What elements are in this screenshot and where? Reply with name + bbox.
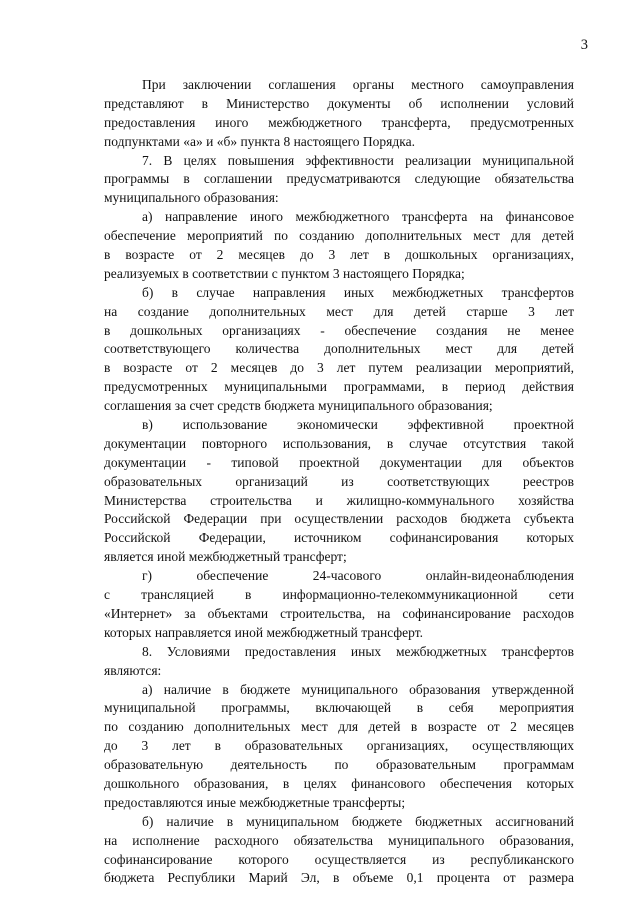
text-line: предусмотренных муниципальными программами, в период действия: [104, 379, 574, 395]
text-line: с трансляцией в информационно-телекоммуникационной сети: [104, 587, 574, 603]
page-number: 3: [580, 37, 588, 53]
text-line: соответствующего количества дополнительных мест для детей: [104, 341, 574, 357]
text-line: б) наличие в муниципальном бюджете бюджетных ассигнований: [142, 813, 574, 829]
text-line: муниципальной программы, включающей в себя мероприятия: [104, 700, 574, 716]
text-line: по созданию дополнительных мест для детей в возрасте от 2 месяцев: [104, 719, 574, 735]
text-line: Министерства строительства и жилищно-коммунального хозяйства: [104, 492, 574, 508]
text-line: на создание дополнительных мест для детей старше 3 лет: [104, 303, 574, 319]
text-line: б) в случае направления иных межбюджетных трансфертов: [142, 284, 574, 300]
text-line: в возрасте от 2 месяцев до 3 лет в дошкольных организациях,: [104, 247, 574, 263]
text-line: реализуемых в соответствии с пунктом 3 настоящего Порядка;: [104, 265, 465, 281]
text-line: программы в соглашении предусматриваются следующие обязательства: [104, 171, 574, 187]
text-line: 7. В целях повышения эффективности реализации муниципальной: [142, 152, 574, 168]
paragraph-item-8b: [104, 813, 574, 889]
text-line: в) использование экономически эффективной проектной: [142, 417, 574, 433]
paragraph-item-7b: [104, 284, 574, 416]
text-line: в дошкольных организациях - обеспечение создания не менее: [104, 322, 574, 338]
paragraph-item-7v: [104, 416, 574, 567]
text-line: 8. Условиями предоставления иных межбюджетных трансфертов: [142, 643, 574, 659]
document-body: [104, 76, 574, 888]
text-line: образовательных организаций из соответствующих реестров: [104, 473, 574, 489]
paragraph-item-8a: [104, 681, 574, 813]
text-line: а) наличие в бюджете муниципального образования утвержденной: [142, 681, 574, 697]
text-line: является иной межбюджетный трансферт;: [104, 549, 347, 565]
text-line: софинансирование которого осуществляется из республиканского: [104, 851, 574, 867]
text-line: документации повторного использования, в случае отсутствия такой: [104, 435, 574, 451]
text-line: «Интернет» за объектами строительства, на софинансирование расходов: [104, 605, 574, 621]
text-line: Российской Федерации, источником софинансирования которых: [104, 530, 574, 546]
text-line: г) обеспечение 24-часового онлайн-видеонаблюдения: [142, 568, 574, 584]
text-line: до 3 лет в образовательных организациях, осуществляющих: [104, 738, 574, 754]
text-line: образовательную деятельность по образовательным программам: [104, 757, 574, 773]
text-line: соглашения за счет средств бюджета муниципального образования;: [104, 398, 493, 414]
text-line: подпунктами «а» и «б» пункта 8 настоящего Порядка.: [104, 133, 415, 149]
text-line: представляют в Министерство документы об исполнении условий: [104, 95, 574, 111]
text-line: на исполнение расходного обязательства муниципального образования,: [104, 832, 574, 848]
paragraph-item-8: [104, 643, 574, 681]
paragraph-item-7g: [104, 567, 574, 643]
text-line: которых направляется иной межбюджетный трансферт.: [104, 624, 423, 640]
text-line: обеспечение мероприятий по созданию дополнительных мест для детей: [104, 228, 574, 244]
paragraph-item-7: [104, 152, 574, 209]
text-line: При заключении соглашения органы местного самоуправления: [142, 77, 574, 92]
text-line: в возрасте от 2 месяцев до 3 лет путем реализации мероприятий,: [104, 360, 574, 376]
paragraph-item-7a: [104, 208, 574, 284]
paragraph-agreement-documents: [104, 76, 574, 152]
text-line: Российской Федерации при осуществлении расходов бюджета субъекта: [104, 511, 574, 527]
text-line: документации - типовой проектной документации для объектов: [104, 454, 574, 470]
text-line: муниципального образования:: [104, 190, 279, 206]
text-line: дошкольного образования, в целях финансового обеспечения которых: [104, 775, 574, 791]
text-line: а) направление иного межбюджетного трансферта на финансовое: [142, 209, 574, 225]
text-line: являются:: [104, 662, 162, 678]
text-line: предоставляются иные межбюджетные трансферты;: [104, 794, 406, 810]
text-line: бюджета Республики Марий Эл, в объеме 0,1 процента от размера: [104, 870, 574, 886]
text-line: предоставления иного межбюджетного трансферта, предусмотренных: [104, 114, 574, 130]
